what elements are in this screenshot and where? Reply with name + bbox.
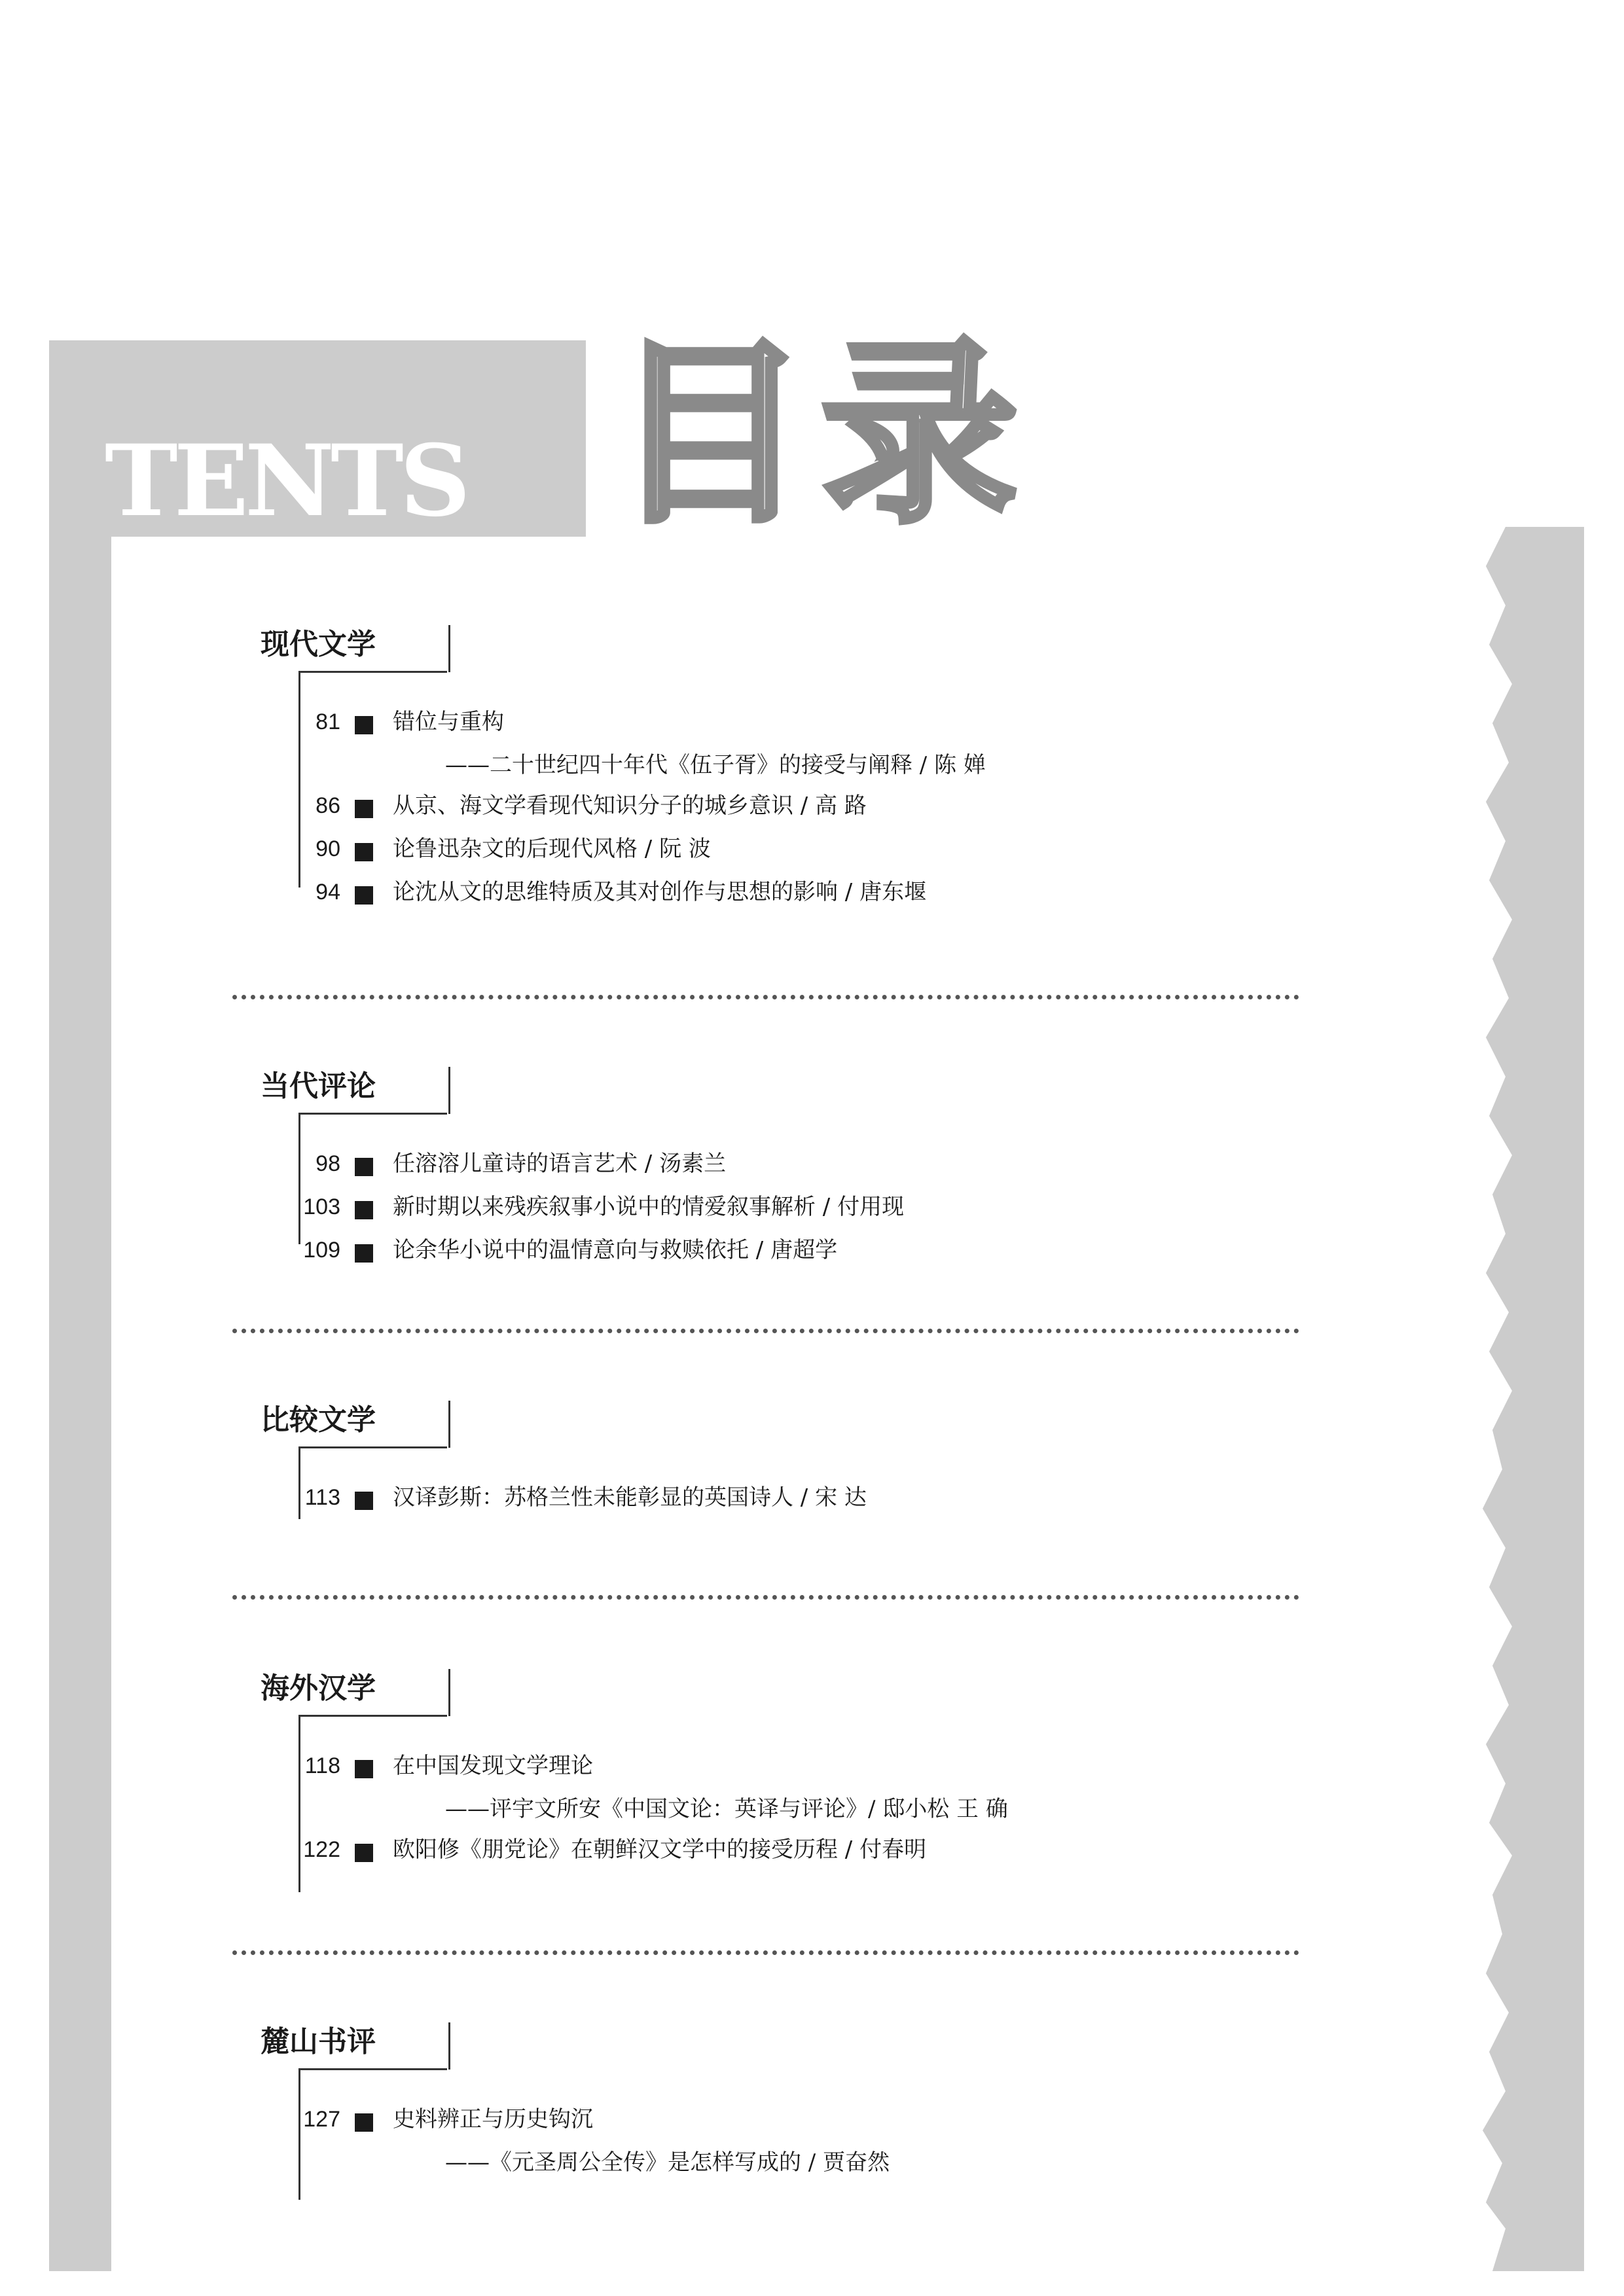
bullet-square-icon — [355, 800, 373, 818]
section-modern-literature — [255, 625, 986, 905]
toc-entry[interactable] — [255, 704, 986, 747]
toc-entry[interactable] — [255, 1145, 904, 1189]
toc-entry[interactable] — [255, 2101, 890, 2144]
dotted-divider — [232, 1595, 1299, 1600]
section-title: 麓山书评 — [255, 2022, 450, 2062]
toc-entry[interactable] — [255, 1748, 1008, 1791]
bullet-square-icon — [355, 1158, 373, 1176]
page-number: 94 — [316, 880, 340, 905]
entry-title: 新时期以来残疾叙事小说中的情爱叙事解析 / 付用现 — [393, 1194, 905, 1220]
toc-entry[interactable] — [255, 1232, 904, 1275]
page-number: 122 — [303, 1837, 340, 1862]
entry-subtitle: ——二十世纪四十年代《伍子胥》的接受与阐释 / 陈 婵 — [445, 752, 986, 778]
bullet-square-icon — [355, 2113, 373, 2132]
toc-entry[interactable] — [255, 1189, 904, 1232]
page-number: 90 — [316, 836, 340, 861]
toc-entry[interactable] — [255, 787, 986, 831]
bullet-square-icon — [355, 1844, 373, 1862]
page-number: 109 — [303, 1238, 340, 1263]
entry-title: 汉译彭斯：苏格兰性未能彰显的英国诗人 / 宋 达 — [393, 1484, 867, 1511]
entry-subtitle: ——《元圣周公全传》是怎样写成的 / 贾奋然 — [445, 2149, 890, 2176]
bullet-square-icon — [355, 1201, 373, 1219]
entry-title: 论鲁迅杂文的后现代风格 / 阮 波 — [393, 836, 711, 862]
tents-label: TENTS — [105, 423, 467, 539]
entry-subtitle: ——评宇文所安《中国文论：英译与评论》/ 邸小松 王 确 — [445, 1796, 1008, 1822]
entry-title: 论余华小说中的温情意向与救赎依托 / 唐超学 — [393, 1237, 838, 1263]
dotted-divider — [232, 1950, 1299, 1955]
bullet-square-icon — [355, 1492, 373, 1510]
entry-title: 错位与重构 — [393, 709, 504, 735]
dotted-divider — [232, 995, 1299, 999]
bullet-square-icon — [355, 843, 373, 861]
section-overseas-sinology — [255, 1669, 1008, 1892]
page-title: 目录 — [612, 321, 1031, 549]
entry-title: 任溶溶儿童诗的语言艺术 / 汤素兰 — [393, 1151, 727, 1177]
entry-title: 从京、海文学看现代知识分子的城乡意识 / 高 路 — [393, 793, 867, 819]
page-number: 127 — [303, 2107, 340, 2132]
section-title: 比较文学 — [255, 1401, 450, 1440]
bullet-square-icon — [355, 886, 373, 905]
section-title: 海外汉学 — [255, 1669, 450, 1708]
toc-entry[interactable] — [255, 1479, 867, 1522]
page-number: 103 — [303, 1194, 340, 1219]
toc-entry[interactable] — [255, 1831, 1008, 1874]
torn-paper-strip — [1479, 527, 1584, 2271]
section-comparative-literature — [255, 1401, 867, 1519]
toc-entry[interactable] — [255, 874, 986, 917]
page-number: 118 — [304, 1753, 340, 1778]
entry-title: 论沈从文的思维特质及其对创作与思想的影响 / 唐东堰 — [393, 879, 927, 905]
entry-title: 欧阳修《朋党论》在朝鲜汉文学中的接受历程 / 付春明 — [393, 1837, 927, 1863]
bullet-square-icon — [355, 716, 373, 734]
bullet-square-icon — [355, 1244, 373, 1263]
page-number: 98 — [316, 1151, 340, 1176]
page-number: 81 — [316, 709, 340, 734]
section-title: 当代评论 — [255, 1067, 450, 1106]
section-title: 现代文学 — [255, 625, 450, 664]
page-number: 86 — [316, 793, 340, 818]
section-lushan-book-review — [255, 2022, 890, 2200]
left-gray-bar — [49, 340, 111, 2271]
toc-entry[interactable] — [255, 831, 986, 874]
page-number: 113 — [304, 1485, 340, 1510]
entry-title: 史料辨正与历史钩沉 — [393, 2106, 593, 2132]
dotted-divider — [232, 1329, 1299, 1333]
entry-title: 在中国发现文学理论 — [393, 1753, 593, 1779]
bullet-square-icon — [355, 1760, 373, 1778]
section-contemporary-criticism — [255, 1067, 905, 1263]
